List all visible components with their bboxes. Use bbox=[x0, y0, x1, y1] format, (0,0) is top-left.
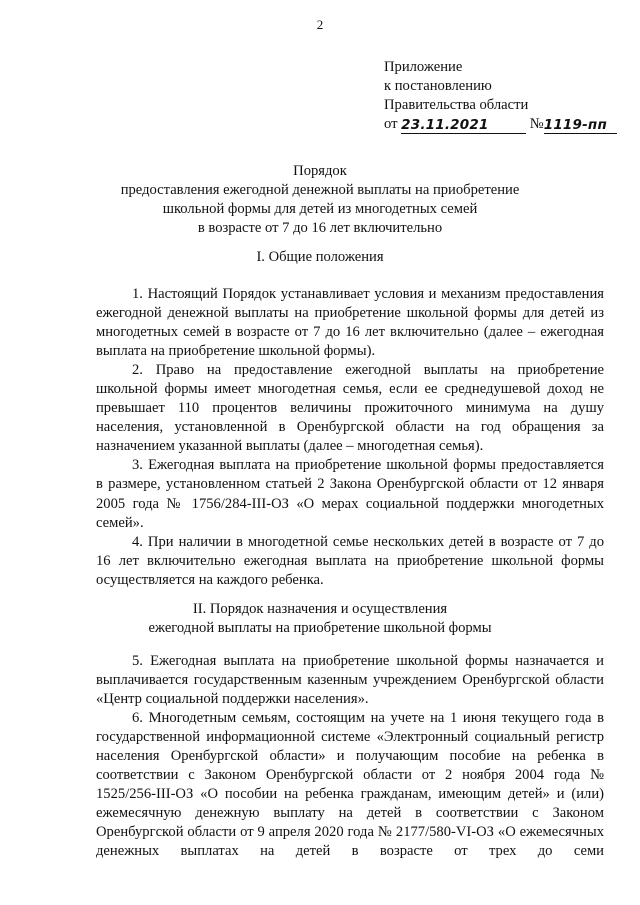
appendix-line-1: Приложение bbox=[384, 59, 463, 75]
section-2-heading-line-2: ежегодной выплаты на приобретение школьной формы bbox=[148, 620, 492, 636]
handwritten-date: 23.11.2021 bbox=[401, 117, 489, 133]
handwritten-number: 1119-пп bbox=[543, 117, 607, 133]
title-line-4: в возрасте от 7 до 16 лет включительно bbox=[197, 220, 443, 236]
section-2-heading-line-1: II. Порядок назначения и осуществления bbox=[192, 601, 448, 617]
section-1-body bbox=[96, 285, 604, 590]
paragraph-3: 3. Ежегодная выплата на приобретение школьной формы предоставляется в размере, установленном статьей 2 Закона Оренбургской области от 12 января 2005 года № 1756/284-III-ОЗ «О мерах социальной поддержки многодетных семей». bbox=[96, 457, 604, 531]
title-line-1: Порядок bbox=[293, 163, 347, 179]
appendix-line-2: к постановлению bbox=[384, 78, 492, 94]
section-2-body bbox=[96, 652, 604, 862]
appendix-block bbox=[384, 58, 617, 134]
date-prefix: от bbox=[384, 116, 398, 132]
appendix-date-line bbox=[384, 115, 617, 134]
appendix-line-3: Правительства области bbox=[384, 97, 529, 113]
paragraph-6: 6. Многодетным семьям, состоящим на учете на 1 июня текущего года в государственной информационной системе «Электронный социальный регистр населения Оренбургской области» и получающим пособие на ребенка в соответствии с Законом Оренбургской области от 2 ноября 2004 года № 1525/256-III-ОЗ «О пособии на ребенка гражданам, имеющим детей» и (или) ежемесячную денежную выплату на детей в соответствии с Законом Оренбургской области от 9 апреля 2020 года № 2177/580-VI-ОЗ «О ежемесячных денежных выплатах на детей в возрасте от трех до семи bbox=[96, 710, 604, 860]
title-line-3: школьной формы для детей из многодетных семей bbox=[162, 201, 478, 217]
number-prefix: № bbox=[529, 116, 544, 132]
section-1-heading: I. Общие положения bbox=[256, 249, 384, 265]
paragraph-2: 2. Право на предоставление ежегодной выплаты на приобретение школьной формы имеет многодетная семья, если ее среднедушевой доход не превышает 110 процентов величины прожиточного минимума на душу населения, установленной в Оренбургской области на год обращения за назначением указанной выплаты (далее – многодетная семья). bbox=[96, 362, 604, 455]
paragraph-5: 5. Ежегодная выплата на приобретение школьной формы назначается и выплачивается государственным казенным учреждением Оренбургской области «Центр социальной поддержки населения». bbox=[96, 653, 604, 708]
number-field bbox=[544, 116, 617, 134]
title-line-2: предоставления ежегодной денежной выплаты на приобретение bbox=[120, 182, 520, 198]
document-title bbox=[0, 162, 640, 238]
date-field bbox=[401, 116, 526, 134]
section-2-heading bbox=[0, 600, 640, 638]
paragraph-4: 4. При наличии в многодетной семье нескольких детей в возрасте от 7 до 16 лет включительно ежегодная выплата на приобретение школьной формы осуществляется на каждого ребенка. bbox=[96, 533, 604, 588]
page-number: 2 bbox=[316, 17, 324, 32]
paragraph-1: 1. Настоящий Порядок устанавливает условия и механизм предоставления ежегодной денежной выплаты на приобретение школьной формы для детей из многодетных семей в возрасте от 7 до 16 лет включительно (далее – ежегодная выплата на приобретение школьной формы). bbox=[96, 286, 604, 360]
